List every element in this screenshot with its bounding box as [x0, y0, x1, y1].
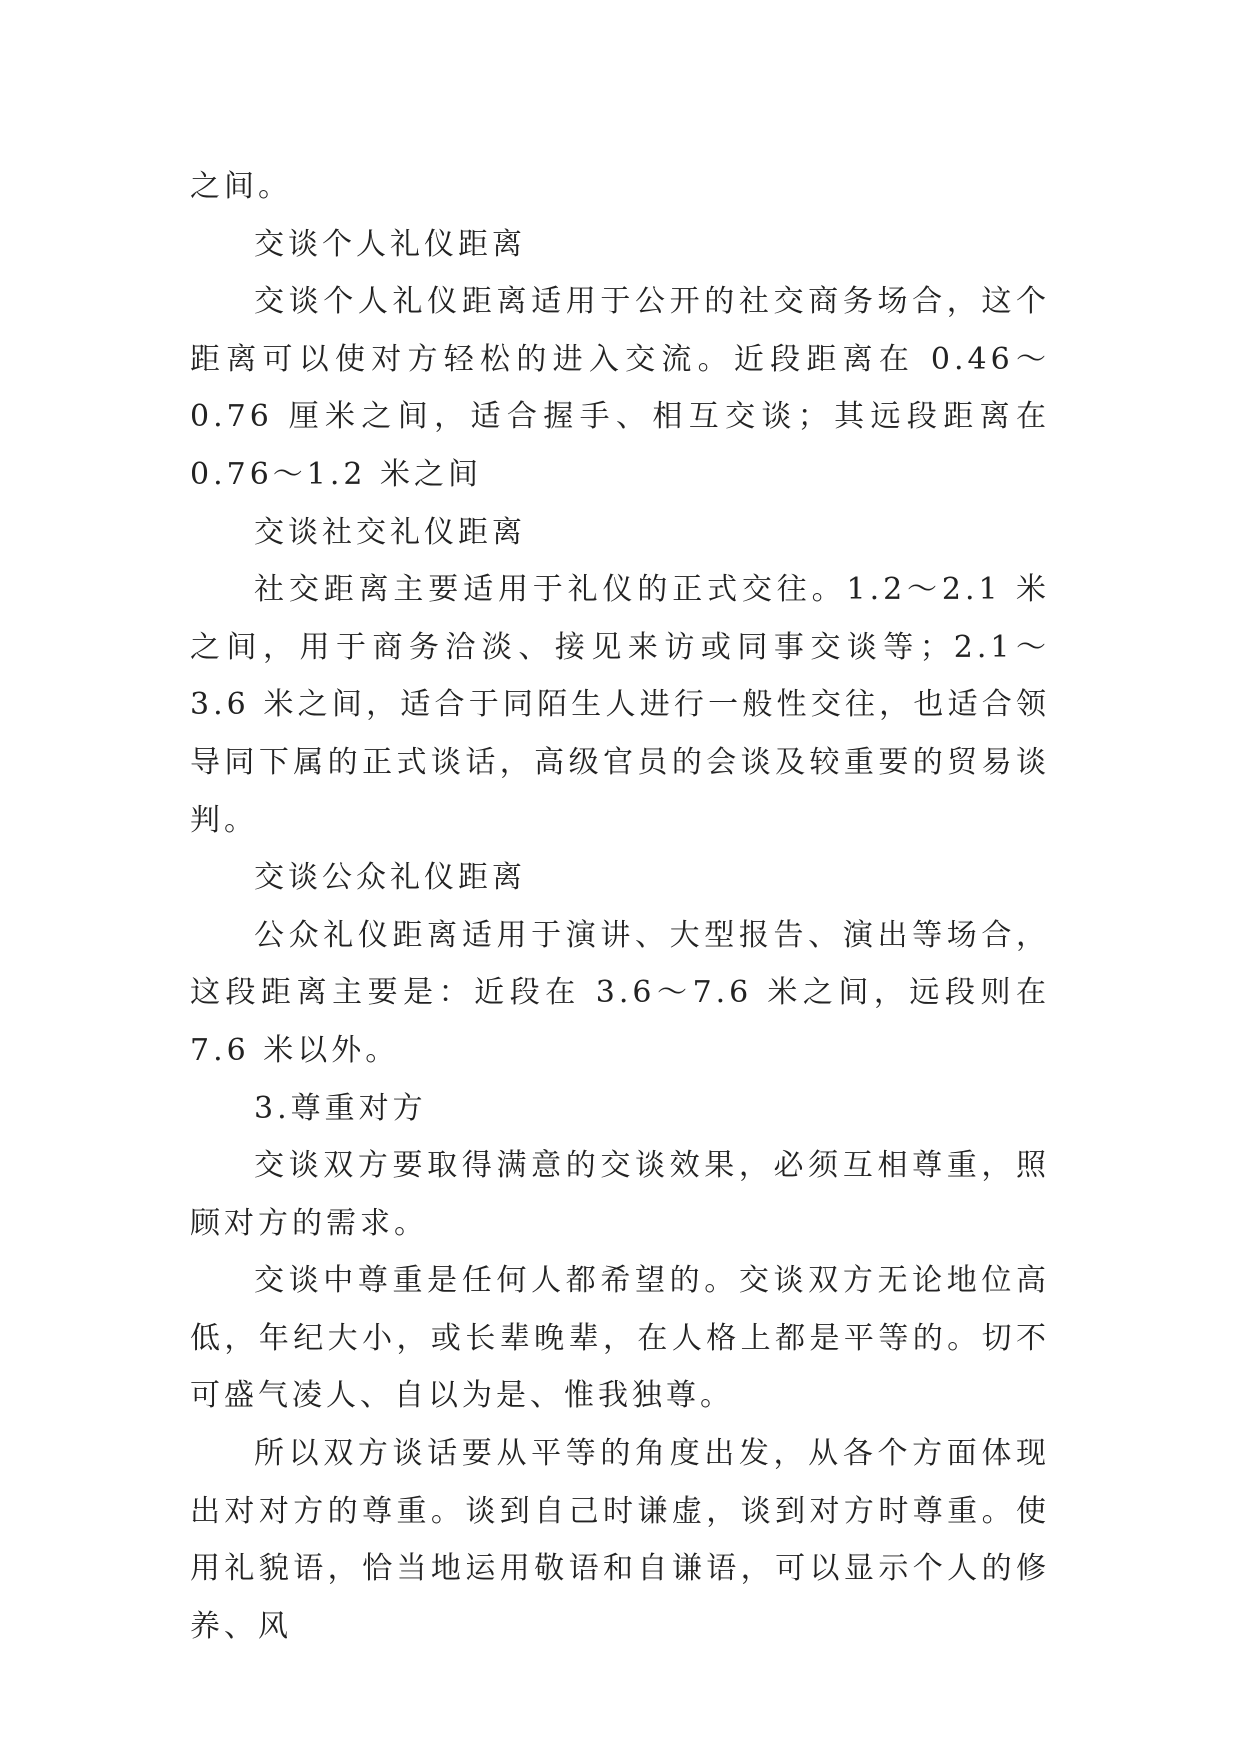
document-body: [190, 158, 1050, 1655]
paragraph-respect-manners: 所以双方谈话要从平等的角度出发，从各个方面体现出对对方的尊重。谈到自己时谦虚，谈到对方时尊重。使用礼貌语，恰当地运用敬语和自谦语，可以显示个人的修养、风: [190, 1436, 1050, 1644]
section-heading-respect: 3.尊重对方: [254, 1090, 427, 1126]
paragraph-continuation: 之间。: [190, 169, 292, 204]
section-heading-personal-distance: 交谈个人礼仪距离: [254, 226, 526, 262]
paragraph-respect-equality: 交谈中尊重是任何人都希望的。交谈双方无论地位高低，年纪大小，或长辈晚辈，在人格上都是平等的。切不可盛气凌人、自以为是、惟我独尊。: [190, 1263, 1050, 1414]
paragraph-public-distance: 公众礼仪距离适用于演讲、大型报告、演出等场合，这段距离主要是：近段在 3.6～7.6 米之间，远段则在 7.6 米以外。: [190, 917, 1050, 1068]
section-heading-social-distance: 交谈社交礼仪距离: [254, 514, 526, 550]
paragraph-personal-distance: 交谈个人礼仪距离适用于公开的社交商务场合，这个距离可以使对方轻松的进入交流。近段距离在 0.46～0.76 厘米之间，适合握手、相互交谈；其远段距离在 0.76～1.2 米之间: [190, 284, 1050, 492]
section-heading-public-distance: 交谈公众礼仪距离: [254, 860, 526, 896]
paragraph-respect-needs: 交谈双方要取得满意的交谈效果，必须互相尊重，照顾对方的需求。: [190, 1148, 1050, 1241]
paragraph-social-distance: 社交距离主要适用于礼仪的正式交往。1.2～2.1 米之间，用于商务洽淡、接见来访或同事交谈等；2.1～3.6 米之间，适合于同陌生人进行一般性交往，也适合领导同下属的正式谈话，高级官员的会谈及较重要的贸易谈判。: [190, 572, 1050, 838]
